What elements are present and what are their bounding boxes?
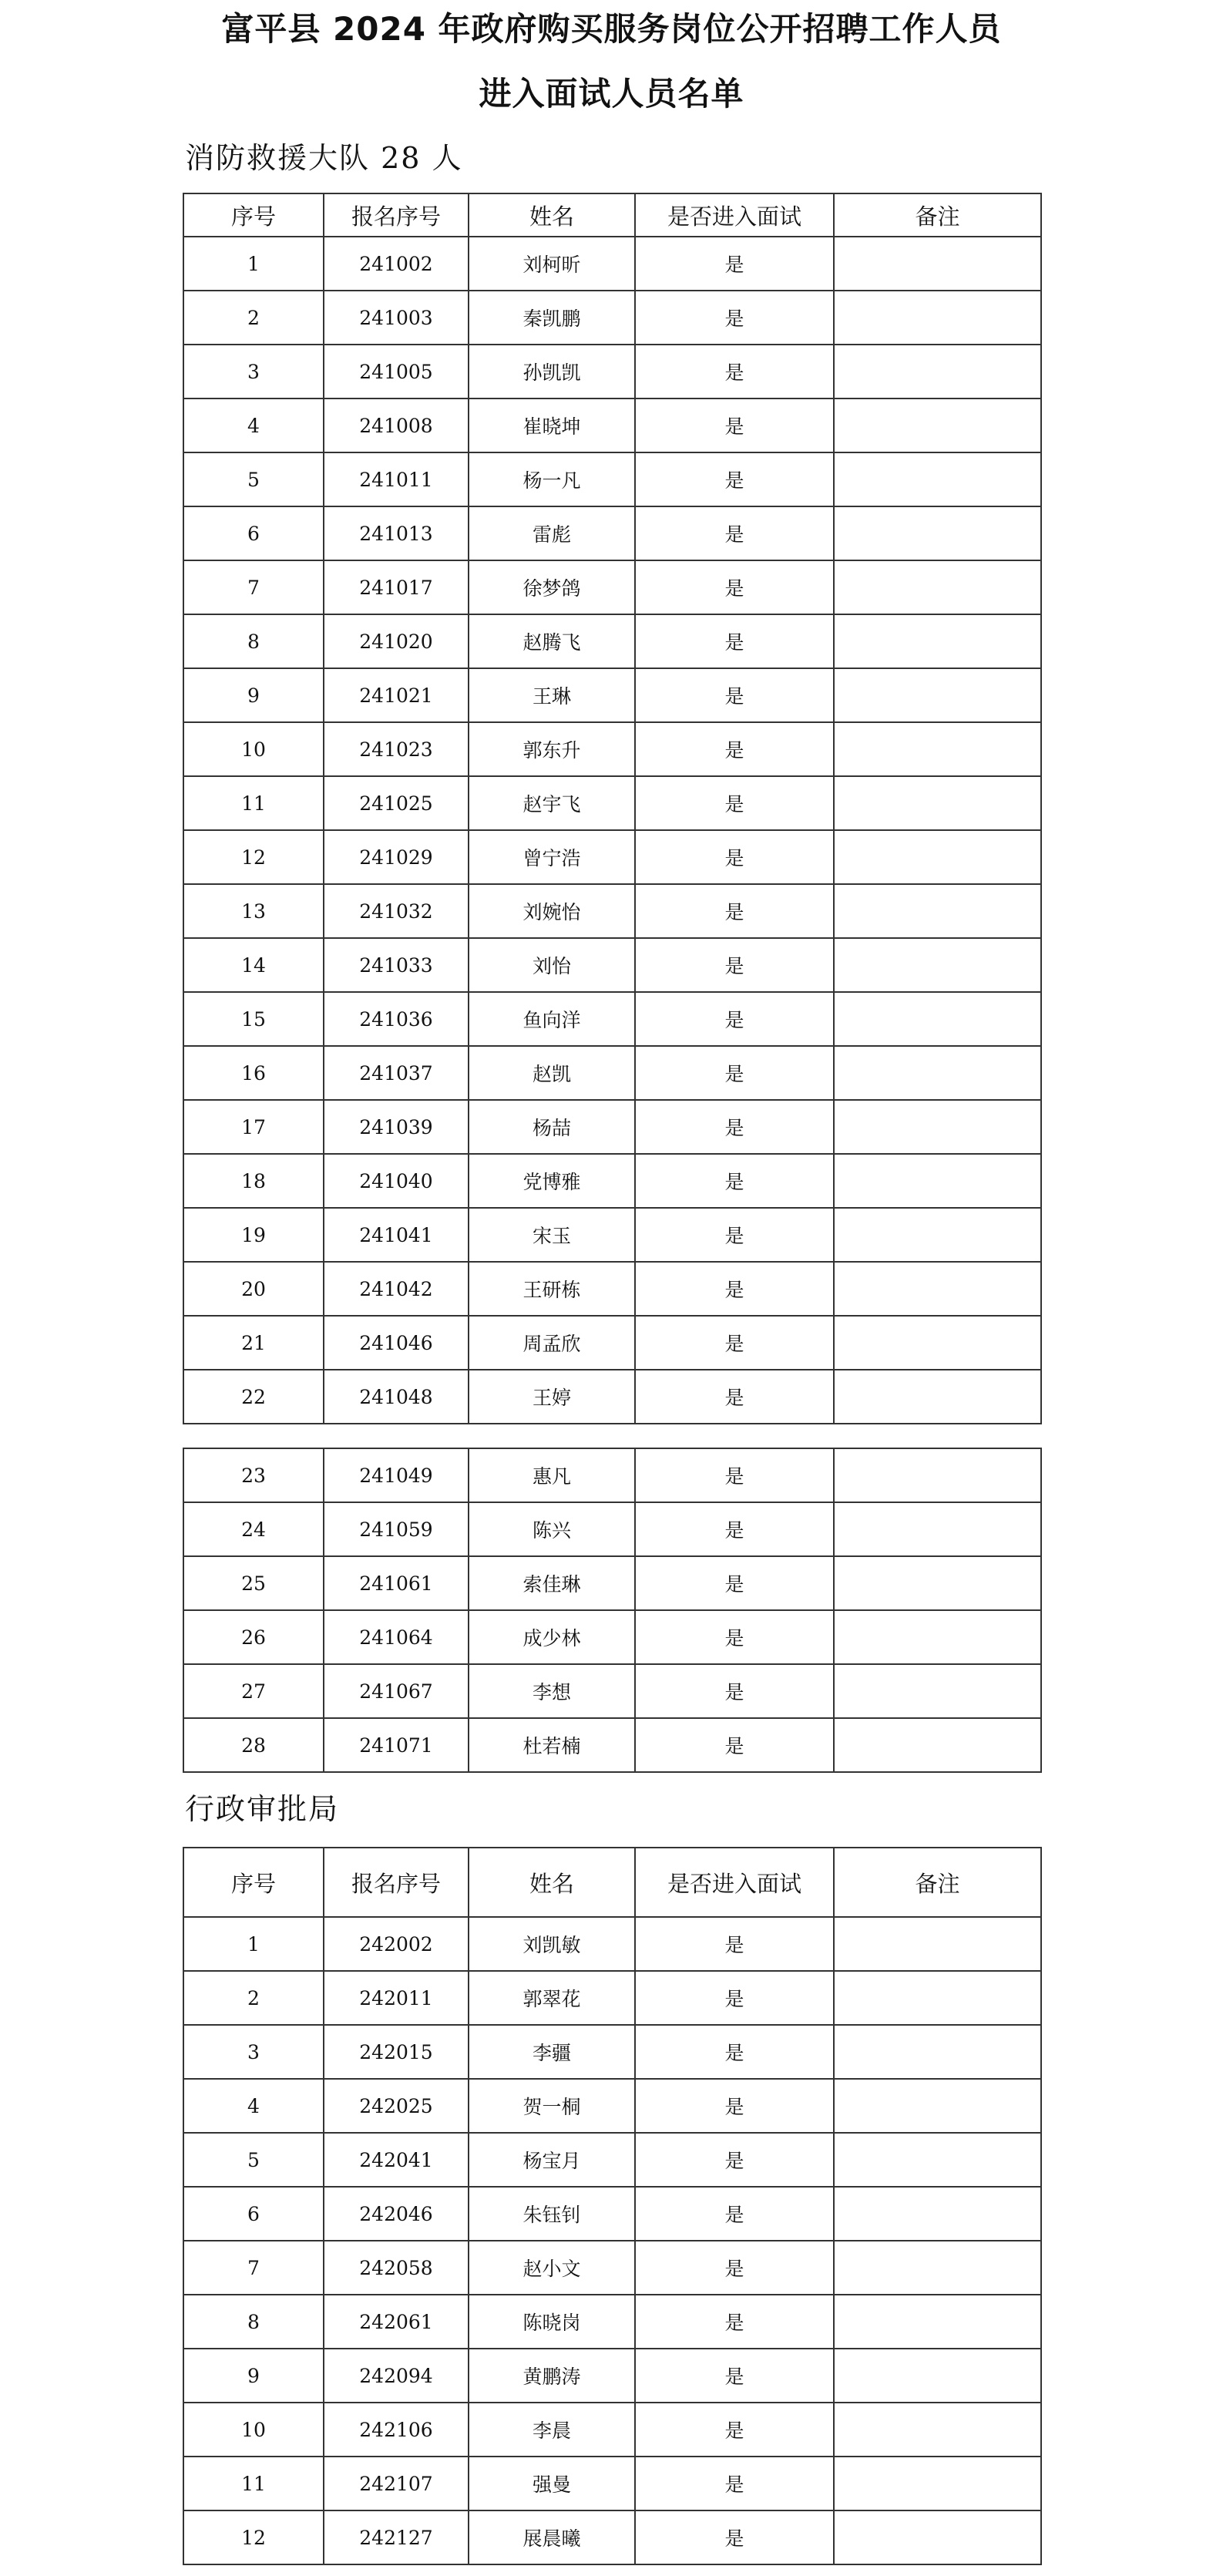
serial-cell: 2: [183, 1971, 324, 2025]
serial-cell: 6: [183, 2187, 324, 2241]
interview-status-cell: 是: [635, 1154, 834, 1208]
interview-status-cell: 是: [635, 237, 834, 291]
table-row: [183, 452, 1041, 506]
section-heading-fire-rescue: 消防救援大队 28 人: [185, 141, 463, 175]
registration-number-cell: 241025: [324, 776, 469, 830]
registration-number-cell: 241036: [324, 992, 469, 1046]
name-cell: 赵小文: [469, 2241, 635, 2295]
table-row: [183, 345, 1041, 399]
registration-number-cell: 241021: [324, 668, 469, 722]
serial-cell: 18: [183, 1154, 324, 1208]
name-cell: 郭东升: [469, 722, 635, 776]
registration-number-cell: 241064: [324, 1610, 469, 1664]
name-cell: 杜若楠: [469, 1718, 635, 1772]
name-cell: 王琳: [469, 668, 635, 722]
interview-status-cell: 是: [635, 776, 834, 830]
interview-status-cell: 是: [635, 1046, 834, 1100]
registration-number-cell: 241023: [324, 722, 469, 776]
remarks-cell: [834, 560, 1041, 614]
serial-cell: 7: [183, 2241, 324, 2295]
serial-cell: 28: [183, 1718, 324, 1772]
registration-number-cell: 242107: [324, 2457, 469, 2510]
name-cell: 赵凯: [469, 1046, 635, 1100]
interview-status-cell: 是: [635, 291, 834, 345]
table-header-row: [183, 193, 1041, 237]
table-row: [183, 2079, 1041, 2133]
remarks-cell: [834, 506, 1041, 560]
page-title: 富平县 2024 年政府购买服务岗位公开招聘工作人员: [221, 10, 1002, 48]
serial-cell: 11: [183, 776, 324, 830]
serial-cell: 7: [183, 560, 324, 614]
remarks-cell: [834, 776, 1041, 830]
serial-cell: 16: [183, 1046, 324, 1100]
header-name: 姓名: [469, 1848, 635, 1917]
registration-number-cell: 241037: [324, 1046, 469, 1100]
interview-status-cell: 是: [635, 2187, 834, 2241]
table-row: [183, 291, 1041, 345]
registration-number-cell: 241003: [324, 291, 469, 345]
interview-status-cell: 是: [635, 560, 834, 614]
remarks-cell: [834, 2457, 1041, 2510]
table-row: [183, 1262, 1041, 1316]
interview-status-cell: 是: [635, 1370, 834, 1424]
registration-number-cell: 241005: [324, 345, 469, 399]
table-row: [183, 2295, 1041, 2349]
serial-cell: 15: [183, 992, 324, 1046]
serial-cell: 5: [183, 452, 324, 506]
registration-number-cell: 241061: [324, 1556, 469, 1610]
registration-number-cell: 241020: [324, 614, 469, 668]
header-registration-number: 报名序号: [324, 193, 469, 237]
table-row: [183, 2133, 1041, 2187]
header-serial: 序号: [183, 1848, 324, 1917]
table-row: [183, 2457, 1041, 2510]
interview-status-cell: 是: [635, 938, 834, 992]
serial-cell: 20: [183, 1262, 324, 1316]
interview-status-cell: 是: [635, 2025, 834, 2079]
serial-cell: 26: [183, 1610, 324, 1664]
remarks-cell: [834, 1502, 1041, 1556]
name-cell: 陈兴: [469, 1502, 635, 1556]
registration-number-cell: 241049: [324, 1448, 469, 1502]
name-cell: 郭翠花: [469, 1971, 635, 2025]
interview-status-cell: 是: [635, 2295, 834, 2349]
interview-status-cell: 是: [635, 1316, 834, 1370]
table-row: [183, 992, 1041, 1046]
serial-cell: 3: [183, 2025, 324, 2079]
registration-number-cell: 242015: [324, 2025, 469, 2079]
interview-status-cell: 是: [635, 1502, 834, 1556]
interview-status-cell: 是: [635, 399, 834, 452]
table-row: [183, 776, 1041, 830]
serial-cell: 23: [183, 1448, 324, 1502]
interview-status-cell: 是: [635, 1448, 834, 1502]
name-cell: 曾宁浩: [469, 830, 635, 884]
registration-number-cell: 242106: [324, 2403, 469, 2457]
remarks-cell: [834, 938, 1041, 992]
serial-cell: 12: [183, 830, 324, 884]
remarks-cell: [834, 668, 1041, 722]
name-cell: 孙凯凯: [469, 345, 635, 399]
interview-status-cell: 是: [635, 2403, 834, 2457]
name-cell: 成少林: [469, 1610, 635, 1664]
interview-status-cell: 是: [635, 1100, 834, 1154]
registration-number-cell: 241041: [324, 1208, 469, 1262]
table-row: [183, 1448, 1041, 1502]
serial-cell: 12: [183, 2510, 324, 2564]
registration-number-cell: 241042: [324, 1262, 469, 1316]
serial-cell: 2: [183, 291, 324, 345]
name-cell: 李晨: [469, 2403, 635, 2457]
remarks-cell: [834, 1718, 1041, 1772]
header-registration-number: 报名序号: [324, 1848, 469, 1917]
remarks-cell: [834, 1556, 1041, 1610]
registration-number-cell: 241029: [324, 830, 469, 884]
name-cell: 雷彪: [469, 506, 635, 560]
table-row: [183, 1556, 1041, 1610]
table-row: [183, 1664, 1041, 1718]
name-cell: 杨一凡: [469, 452, 635, 506]
header-name: 姓名: [469, 193, 635, 237]
serial-cell: 22: [183, 1370, 324, 1424]
serial-cell: 6: [183, 506, 324, 560]
table-row: [183, 2349, 1041, 2403]
serial-cell: 10: [183, 722, 324, 776]
name-cell: 杨宝月: [469, 2133, 635, 2187]
serial-cell: 9: [183, 2349, 324, 2403]
interview-status-cell: 是: [635, 1718, 834, 1772]
table-row: [183, 506, 1041, 560]
fire-rescue-table-part-2: [183, 1448, 1042, 1773]
remarks-cell: [834, 2133, 1041, 2187]
serial-cell: 8: [183, 2295, 324, 2349]
registration-number-cell: 242046: [324, 2187, 469, 2241]
name-cell: 陈晓岗: [469, 2295, 635, 2349]
table-row: [183, 884, 1041, 938]
table-row: [183, 1370, 1041, 1424]
registration-number-cell: 241002: [324, 237, 469, 291]
table-row: [183, 1610, 1041, 1664]
remarks-cell: [834, 2510, 1041, 2564]
remarks-cell: [834, 2187, 1041, 2241]
table-row: [183, 1208, 1041, 1262]
administrative-approval-table: [183, 1847, 1042, 2565]
table-row: [183, 2025, 1041, 2079]
name-cell: 赵宇飞: [469, 776, 635, 830]
remarks-cell: [834, 1046, 1041, 1100]
table-row: [183, 1316, 1041, 1370]
remarks-cell: [834, 830, 1041, 884]
table-row: [183, 1718, 1041, 1772]
name-cell: 刘柯昕: [469, 237, 635, 291]
interview-status-cell: 是: [635, 1664, 834, 1718]
serial-cell: 21: [183, 1316, 324, 1370]
table-row: [183, 2241, 1041, 2295]
interview-status-cell: 是: [635, 452, 834, 506]
name-cell: 刘怡: [469, 938, 635, 992]
header-serial: 序号: [183, 193, 324, 237]
interview-status-cell: 是: [635, 2457, 834, 2510]
header-interview-status: 是否进入面试: [635, 193, 834, 237]
header-interview-status: 是否进入面试: [635, 1848, 834, 1917]
interview-status-cell: 是: [635, 2510, 834, 2564]
registration-number-cell: 241013: [324, 506, 469, 560]
name-cell: 党博雅: [469, 1154, 635, 1208]
name-cell: 宋玉: [469, 1208, 635, 1262]
name-cell: 崔晓坤: [469, 399, 635, 452]
name-cell: 王婷: [469, 1370, 635, 1424]
serial-cell: 10: [183, 2403, 324, 2457]
table-row: [183, 722, 1041, 776]
interview-status-cell: 是: [635, 506, 834, 560]
remarks-cell: [834, 399, 1041, 452]
interview-status-cell: 是: [635, 345, 834, 399]
registration-number-cell: 242002: [324, 1917, 469, 1971]
registration-number-cell: 241032: [324, 884, 469, 938]
registration-number-cell: 242127: [324, 2510, 469, 2564]
interview-status-cell: 是: [635, 1917, 834, 1971]
table-row: [183, 237, 1041, 291]
interview-status-cell: 是: [635, 2349, 834, 2403]
registration-number-cell: 242061: [324, 2295, 469, 2349]
registration-number-cell: 241039: [324, 1100, 469, 1154]
section-heading-administrative-approval: 行政审批局: [185, 1792, 340, 1826]
registration-number-cell: 241046: [324, 1316, 469, 1370]
name-cell: 强曼: [469, 2457, 635, 2510]
interview-status-cell: 是: [635, 2133, 834, 2187]
remarks-cell: [834, 1154, 1041, 1208]
remarks-cell: [834, 2403, 1041, 2457]
table-row: [183, 1971, 1041, 2025]
table-row: [183, 399, 1041, 452]
remarks-cell: [834, 1100, 1041, 1154]
interview-status-cell: 是: [635, 668, 834, 722]
remarks-cell: [834, 2025, 1041, 2079]
interview-status-cell: 是: [635, 2241, 834, 2295]
name-cell: 秦凯鹏: [469, 291, 635, 345]
registration-number-cell: 241017: [324, 560, 469, 614]
registration-number-cell: 242041: [324, 2133, 469, 2187]
name-cell: 刘凯敏: [469, 1917, 635, 1971]
serial-cell: 19: [183, 1208, 324, 1262]
remarks-cell: [834, 2079, 1041, 2133]
remarks-cell: [834, 2241, 1041, 2295]
registration-number-cell: 241040: [324, 1154, 469, 1208]
registration-number-cell: 241011: [324, 452, 469, 506]
table-row: [183, 668, 1041, 722]
name-cell: 贺一桐: [469, 2079, 635, 2133]
table-row: [183, 560, 1041, 614]
remarks-cell: [834, 291, 1041, 345]
interview-status-cell: 是: [635, 1262, 834, 1316]
name-cell: 鱼向洋: [469, 992, 635, 1046]
interview-status-cell: 是: [635, 992, 834, 1046]
header-remarks: 备注: [834, 193, 1041, 237]
registration-number-cell: 242058: [324, 2241, 469, 2295]
remarks-cell: [834, 1971, 1041, 2025]
serial-cell: 11: [183, 2457, 324, 2510]
table-row: [183, 2187, 1041, 2241]
table-row: [183, 1502, 1041, 1556]
remarks-cell: [834, 722, 1041, 776]
remarks-cell: [834, 992, 1041, 1046]
serial-cell: 4: [183, 399, 324, 452]
table-row: [183, 830, 1041, 884]
remarks-cell: [834, 1262, 1041, 1316]
table-row: [183, 1154, 1041, 1208]
serial-cell: 27: [183, 1664, 324, 1718]
serial-cell: 1: [183, 237, 324, 291]
remarks-cell: [834, 2349, 1041, 2403]
remarks-cell: [834, 1448, 1041, 1502]
name-cell: 惠凡: [469, 1448, 635, 1502]
registration-number-cell: 241071: [324, 1718, 469, 1772]
remarks-cell: [834, 1610, 1041, 1664]
interview-status-cell: 是: [635, 722, 834, 776]
remarks-cell: [834, 1208, 1041, 1262]
serial-cell: 5: [183, 2133, 324, 2187]
remarks-cell: [834, 884, 1041, 938]
name-cell: 李疆: [469, 2025, 635, 2079]
serial-cell: 25: [183, 1556, 324, 1610]
interview-status-cell: 是: [635, 1610, 834, 1664]
remarks-cell: [834, 452, 1041, 506]
interview-status-cell: 是: [635, 2079, 834, 2133]
registration-number-cell: 241067: [324, 1664, 469, 1718]
table-header-row: [183, 1848, 1041, 1917]
name-cell: 赵腾飞: [469, 614, 635, 668]
table-row: [183, 1046, 1041, 1100]
registration-number-cell: 242025: [324, 2079, 469, 2133]
table-row: [183, 2403, 1041, 2457]
remarks-cell: [834, 237, 1041, 291]
name-cell: 徐梦鸽: [469, 560, 635, 614]
serial-cell: 17: [183, 1100, 324, 1154]
serial-cell: 8: [183, 614, 324, 668]
remarks-cell: [834, 1316, 1041, 1370]
remarks-cell: [834, 614, 1041, 668]
remarks-cell: [834, 1370, 1041, 1424]
interview-status-cell: 是: [635, 1556, 834, 1610]
name-cell: 索佳琳: [469, 1556, 635, 1610]
registration-number-cell: 241008: [324, 399, 469, 452]
registration-number-cell: 241048: [324, 1370, 469, 1424]
interview-status-cell: 是: [635, 614, 834, 668]
serial-cell: 24: [183, 1502, 324, 1556]
serial-cell: 9: [183, 668, 324, 722]
page-subtitle: 进入面试人员名单: [479, 75, 744, 113]
serial-cell: 14: [183, 938, 324, 992]
serial-cell: 3: [183, 345, 324, 399]
serial-cell: 4: [183, 2079, 324, 2133]
name-cell: 王研栋: [469, 1262, 635, 1316]
remarks-cell: [834, 1917, 1041, 1971]
table-row: [183, 1100, 1041, 1154]
serial-cell: 13: [183, 884, 324, 938]
registration-number-cell: 242094: [324, 2349, 469, 2403]
table-row: [183, 1917, 1041, 1971]
interview-status-cell: 是: [635, 1208, 834, 1262]
name-cell: 展晨曦: [469, 2510, 635, 2564]
interview-status-cell: 是: [635, 1971, 834, 2025]
interview-status-cell: 是: [635, 884, 834, 938]
registration-number-cell: 241059: [324, 1502, 469, 1556]
remarks-cell: [834, 345, 1041, 399]
name-cell: 朱钰钊: [469, 2187, 635, 2241]
registration-number-cell: 242011: [324, 1971, 469, 2025]
name-cell: 刘婉怡: [469, 884, 635, 938]
table-row: [183, 614, 1041, 668]
table-row: [183, 938, 1041, 992]
registration-number-cell: 241033: [324, 938, 469, 992]
name-cell: 周孟欣: [469, 1316, 635, 1370]
remarks-cell: [834, 2295, 1041, 2349]
table-row: [183, 2510, 1041, 2564]
interview-status-cell: 是: [635, 830, 834, 884]
name-cell: 李想: [469, 1664, 635, 1718]
fire-rescue-table-part-1: [183, 193, 1042, 1424]
header-remarks: 备注: [834, 1848, 1041, 1917]
name-cell: 黄鹏涛: [469, 2349, 635, 2403]
remarks-cell: [834, 1664, 1041, 1718]
name-cell: 杨喆: [469, 1100, 635, 1154]
serial-cell: 1: [183, 1917, 324, 1971]
